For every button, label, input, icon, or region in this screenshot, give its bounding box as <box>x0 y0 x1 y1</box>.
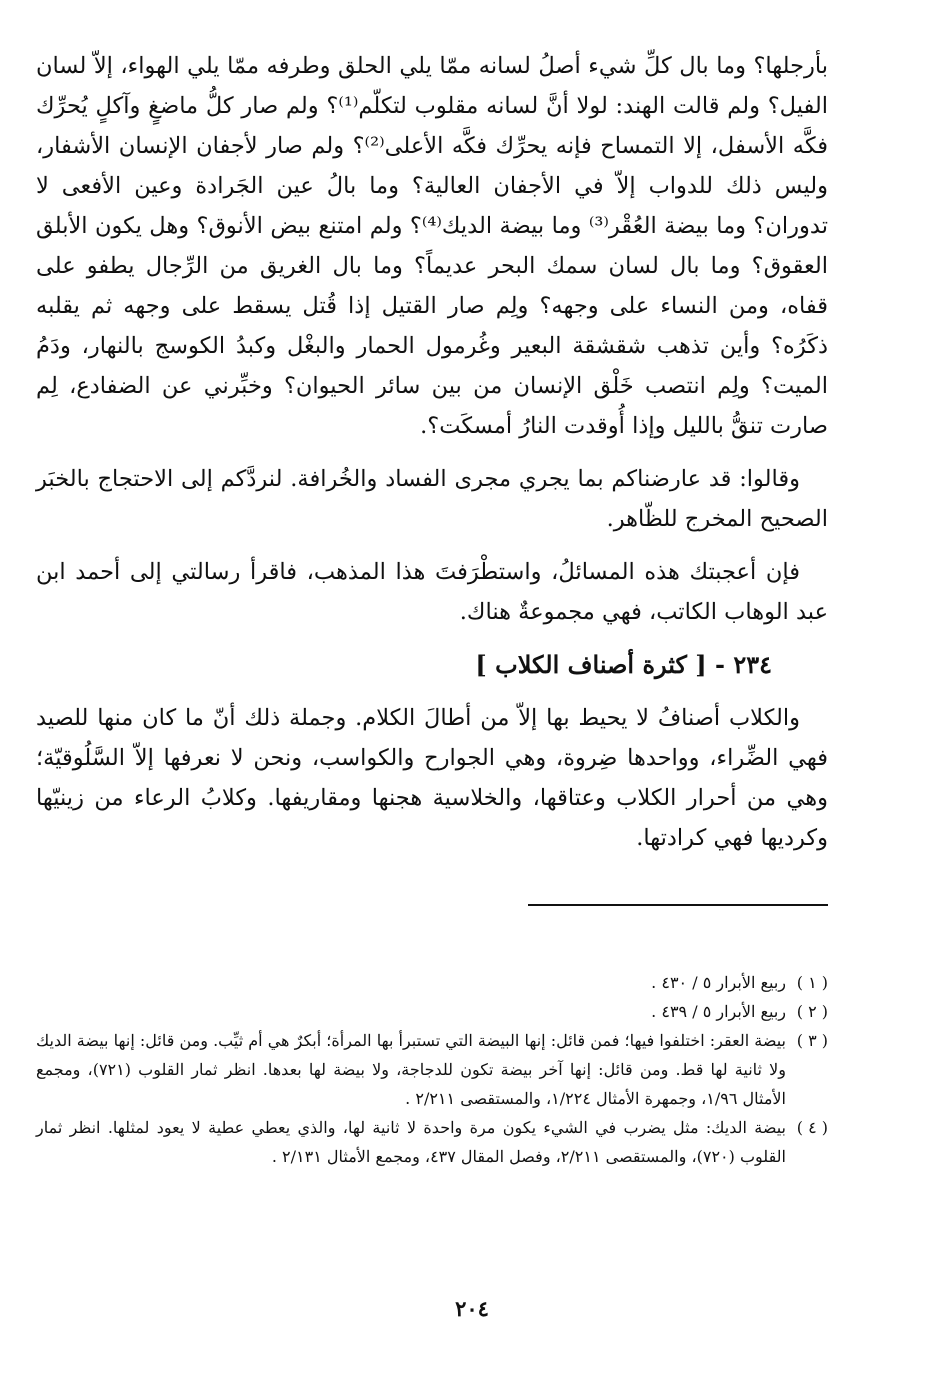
footnote-number: ( ٢ ) <box>796 1002 828 1021</box>
footnote <box>36 968 828 997</box>
footnote-text: بيضة الديك: مثل يضرب في الشيء يكون مرة واحدة لا ثانية لها، والذي يعطي عطية لا يعود لمثلها. انظر ثمار القلوب (٧٢٠)، والمستقصى ٢/٢١١، وفصل المقال ٤٣٧، ومجمع الأمثال ٢/١٣١ . <box>36 1118 786 1166</box>
paragraph-4: والكلاب أصنافُ لا يحيط بها إلاّ من أطالَ الكلام. وجملة ذلك أنّ ما كان منها للصيد فهي الضِّراء، وواحدها ضِروة، وهي الجوارح والكواسب، ونحن لا نعرفها إلاّ السَّلُوقيّة؛ وهي من أحرار الكلاب وعتاقها، والخلاسية هجنها ومقاريفها. وكلابُ الرعاء من زينيّها وكرديها فهي كرادتها. <box>36 705 828 851</box>
main-text <box>36 46 828 858</box>
page-number: ٢٠٤ <box>455 1296 489 1321</box>
paragraph-3: فإن أعجبتك هذه المسائلُ، واستطْرَفتَ هذا المذهب، فاقرأ رسالتي إلى أحمد ابن عبد الوهاب الكاتب، فهي مجموعةٌ هناك. <box>36 559 828 625</box>
footnote <box>36 997 828 1026</box>
footnote-number: ( ١ ) <box>796 973 828 992</box>
footnote-number: ( ٤ ) <box>796 1118 828 1137</box>
footnote-divider <box>528 904 828 906</box>
paragraph-2: وقالوا: قد عارضناكم بما يجري مجرى الفساد والخُرافة. لنردَّكم إلى الاحتجاج بالخبَر الصحيح المخرج للظّاهر. <box>36 466 828 532</box>
footnote <box>36 1026 828 1113</box>
footnotes <box>36 968 828 1171</box>
footnote-text: ربيع الأبرار ٥ / ٤٣٠ . <box>651 973 786 992</box>
paragraph-1: بأرجلها؟ وما بال كلِّ شيء أصلُ لسانه ممّا يلي الحلق وطرفه ممّا يلي الهواء، إلاّ لسان الفيل؟ ولم قالت الهند: لولا أنَّ لسانه مقلوب لتكلّم⁽¹⁾؟ ولم صار كلُّ ماضغٍ وآكلٍ يُحرِّك فكَّه الأسفل، إلا التمساح فإنه يحرِّك فكَّه الأعلى⁽²⁾؟ ولم صار لأجفان الإنسان الأشفار، وليس ذلك للدواب إلاّ في الأجفان العالية؟ وما بالُ عين الجَرادة وعين الأفعى لا تدوران؟ وما بيضة العُقْر⁽³⁾ وما بيضة الديك⁽⁴⁾؟ ولم امتنع بيض الأنوق؟ وهل يكون الأبلق العقوق؟ وما بال لسان سمك البحر عديماً؟ وما بال الغريق من الرِّجال يطفو على قفاه، ومن النساء على وجهه؟ ولِم صار القتيل إذا قُتل يسقط على وجهه ثم يقلبه ذكَرُه؟ وأين تذهب شقشقة البعير وغُرمول الحمار والبغْل وكبدُ الكوسج بالنهار، ودَمُ الميت؟ ولِم انتصب خَلْق الإنسان من بين سائر الحيوان؟ وخبِّرني عن الضفادع، لِم صارت تنقُّ بالليل وإذا أُوقدت النارُ أمسكَت؟. <box>36 53 829 439</box>
footnote-text: ربيع الأبرار ٥ / ٤٣٩ . <box>651 1002 786 1021</box>
section-heading: ٢٣٤ - [ كثرة أصناف الكلاب ] <box>475 650 772 679</box>
footnote-text: بيضة العقر: اختلفوا فيها؛ فمن قائل: إنها البيضة التي تستبرأ بها المرأة؛ أبكرٌ هي أم ثيِّب. ومن قائل: إنها بيضة الديك ولا ثانية لها قط. ومن قائل: إنها آخر بيضة تكون للدجاجة، ولا بيضة لها بعدها. انظر ثمار القلوب (٧٢١)، ومجمع الأمثال ١/٩٦، وجمهرة الأمثال ١/٢٢٤، والمستقصى ٢/٢١١ . <box>36 1031 786 1108</box>
footnote-number: ( ٣ ) <box>796 1031 828 1050</box>
footnote <box>36 1113 828 1171</box>
